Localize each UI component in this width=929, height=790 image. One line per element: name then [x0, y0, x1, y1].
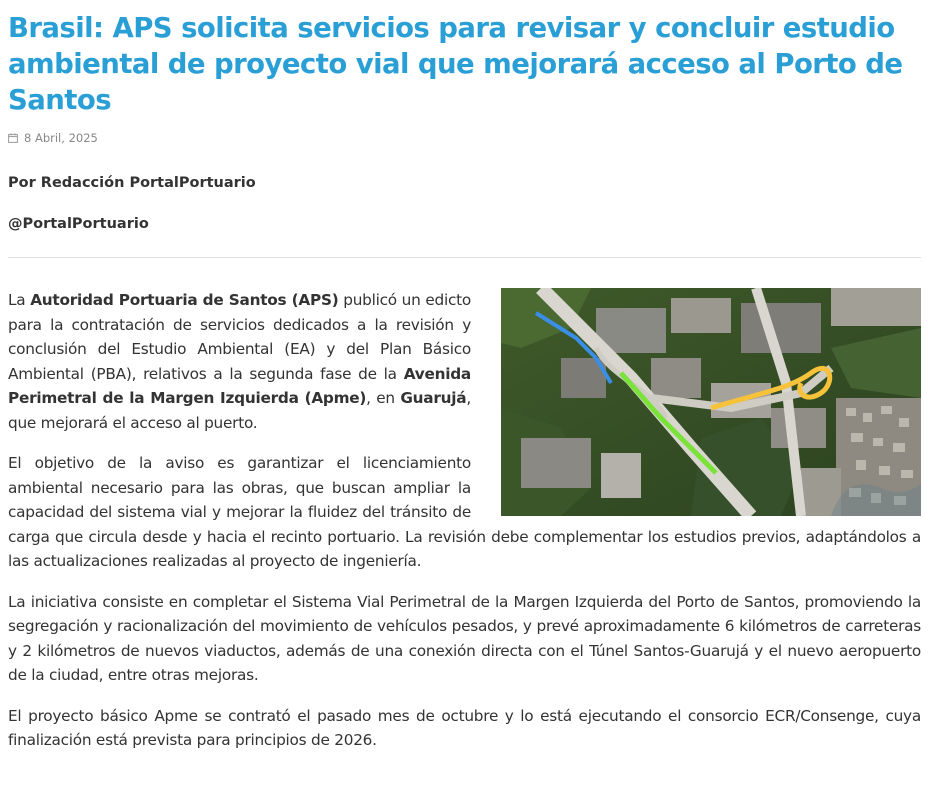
calendar-icon: [8, 133, 18, 143]
article-meta: [8, 131, 921, 145]
article-date: 8 Abril, 2025: [24, 131, 98, 145]
article: [8, 10, 921, 753]
author-handle[interactable]: @PortalPortuario: [8, 216, 149, 232]
entity-aps: Autoridad Portuaria de Santos (APS): [30, 291, 339, 309]
header-divider: [8, 257, 921, 258]
paragraph-1: La Autoridad Portuaria de Santos (APS) publicó un edicto para la contratación de servicios dedicados a la revisión y conclusión del Estudio Ambiental (EA) y del Plan Básico Ambiental (PBA), relativos a la segunda fase de la Avenida Perimetral de la Margen Izquierda (Apme), en Guarujá, que mejorará el acceso al puerto.: [8, 291, 472, 432]
paragraph-2: El objetivo de la aviso es garantizar el licenciamiento ambiental necesario para las obras, que buscan ampliar la capacidad del sistema vial y mejorar la fluidez del tránsito de carga que circula desde y hacia el recinto portuario. La revisión debe complementar los estudios previos, adaptándolos a las actualizaciones realizadas al proyecto de ingeniería.: [8, 454, 921, 570]
paragraph-3: La iniciativa consiste en completar el Sistema Vial Perimetral de la Margen Izquierda del Porto de Santos, promoviendo la segregación y racionalización del movimiento de vehículos pesados, y prevé aproximadamente 6 kilómetros de carreteras y 2 kilómetros de nuevos viaductos, además de una conexión directa con el Túnel Santos-Guarujá y el nuevo aeropuerto de la ciudad, entre otras mejoras.: [8, 592, 921, 684]
article-byline: Por Redacción PortalPortuario: [8, 175, 256, 191]
aerial-map-photo: [501, 288, 921, 516]
article-body: [8, 288, 921, 753]
entity-apme: Avenida Perimetral de la Margen Izquierda (Apme): [8, 364, 471, 407]
entity-guaruja: Guarujá: [400, 389, 467, 407]
article-title: Brasil: APS solicita servicios para revisar y concluir estudio ambiental de proyecto vial que mejorará acceso al Porto de Santos: [8, 12, 903, 116]
paragraph-4: El proyecto básico Apme se contrató el pasado mes de octubre y lo está ejecutando el consorcio ECR/Consenge, cuya finalización está prevista para principios de 2026.: [8, 706, 921, 749]
